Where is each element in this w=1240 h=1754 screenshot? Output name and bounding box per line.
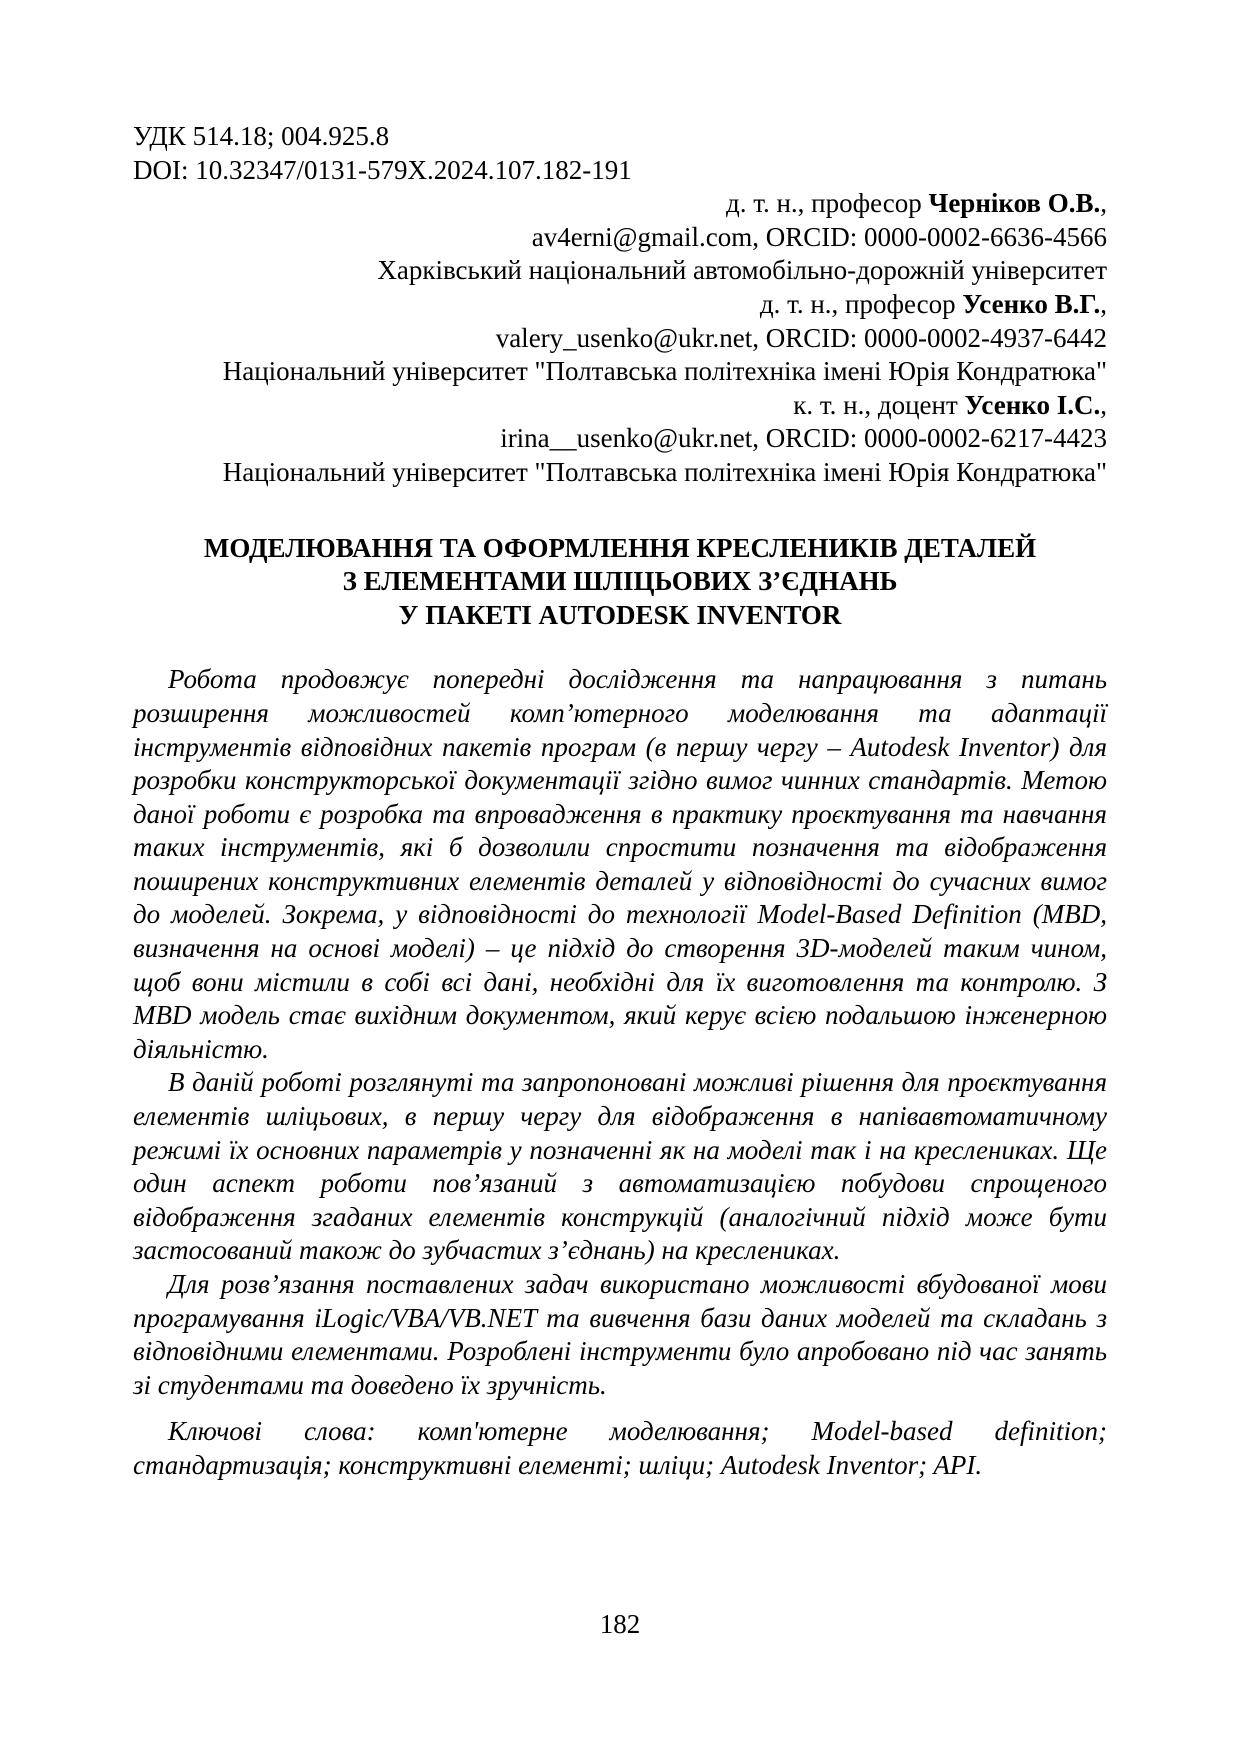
author-contact-line: irina__usenko@ukr.net, ORCID: 0000-0002-6217-4423 [500, 423, 1107, 454]
author-suffix: , [1100, 389, 1107, 420]
author-name: Черніков О.В. [928, 188, 1101, 219]
front-matter [133, 120, 1107, 187]
keywords-paragraph [133, 1415, 1107, 1482]
author-degree-line [133, 288, 1107, 322]
udc-line: УДК 514.18; 004.925.8 [133, 121, 390, 151]
author-contact-line: valery_usenko@ukr.net, ORCID: 0000-0002-4937-6442 [495, 322, 1107, 353]
page-number: 182 [599, 1609, 641, 1639]
author-affiliation-line: Національний університет "Полтавська політехніка імені Юрія Кондратюка" [222, 456, 1107, 487]
author-degree: к. т. н., доцент [793, 389, 965, 420]
paper-title-line-2: З ЕЛЕМЕНТАМИ ШЛІЦЬОВИХ З’ЄДНАНЬ [342, 566, 898, 597]
author-affiliation-line: Національний університет "Полтавська політехніка імені Юрія Кондратюка" [222, 356, 1107, 387]
author-degree-line [133, 389, 1107, 423]
abstract-paragraph: Для розв’язання поставлених задач використано можливості вбудованої мови програмування iLogic/VBA/VB.NET та вивчення бази даних моделей та складань з відповідними елементами. Розроблені інструменти було апробовано під час занять зі студентами та доведено їх зручність. [133, 1269, 1107, 1400]
author-degree-line [133, 187, 1107, 221]
author-suffix: , [1100, 288, 1107, 319]
author-name: Усенко В.Г. [962, 288, 1101, 319]
author-degree: д. т. н., професор [759, 288, 963, 319]
keywords-label: Ключові слова: [168, 1416, 376, 1447]
authors-block [133, 187, 1107, 489]
page-content [133, 120, 1107, 1483]
author-contact-line: av4erni@gmail.com, ORCID: 0000-0002-6636-4566 [531, 221, 1107, 252]
paper-title-line-3: У ПАКЕТІ AUTODESK INVENTOR [398, 599, 842, 630]
abstract-paragraph: В даній роботі розглянуті та запропоновані можливі рішення для проєктування елементів шліцьових, в першу чергу для відображення в напівавтоматичному режимі їх основних параметрів у позначенні як на моделі так і на креслениках. Ще один аспект роботи пов’язаний з автоматизацією побудови спрощеного відображення згаданих елементів конструкцій (аналогічний підхід може бути застосований також до зубчастих з’єднань) на креслениках. [133, 1067, 1107, 1266]
author-name: Усенко І.С. [964, 389, 1101, 420]
author-affiliation-line: Харківський національний автомобільно-дорожній університет [377, 255, 1107, 286]
abstract-paragraph: Робота продовжує попередні дослідження та напрацювання з питань розширення можливостей комп’ютерного моделювання та адаптації інструментів відповідних пакетів програм (в першу чергу – Autodesk Inventor) для розробки конструкторської документації згідно вимог чинних стандартів. Метою даної роботи є розробка та впровадження в практику проєктування та навчання таких інструментів, які б дозволили спростити позначення та відображення поширених конструктивних елементів деталей у відповідності до сучасних вимог до моделей. Зокрема, у відповідності до технології Model-Based Definition (MBD, визначення на основі моделі) – це підхід до створення 3D-моделей таким чином, щоб вони містили в собі всі дані, необхідні для їх виготовлення та контролю. З MBD модель стає вихідним документом, який керує всією подальшою інженерною діяльністю. [133, 664, 1107, 1064]
abstract [133, 663, 1107, 1482]
keywords-text: комп'ютерне моделювання; Model-based definition; стандартизація; конструктивні елементі; шліци; Autodesk Inventor; API. [133, 1416, 1107, 1480]
doi-line: DOI: 10.32347/0131-579X.2024.107.182-191 [133, 154, 632, 185]
author-degree: д. т. н., професор [725, 188, 929, 219]
author-suffix: , [1100, 188, 1107, 219]
paper-title [133, 532, 1107, 633]
paper-title-line-1: МОДЕЛЮВАННЯ ТА ОФОРМЛЕННЯ КРЕСЛЕНИКІВ ДЕТАЛЕЙ [203, 532, 1037, 563]
